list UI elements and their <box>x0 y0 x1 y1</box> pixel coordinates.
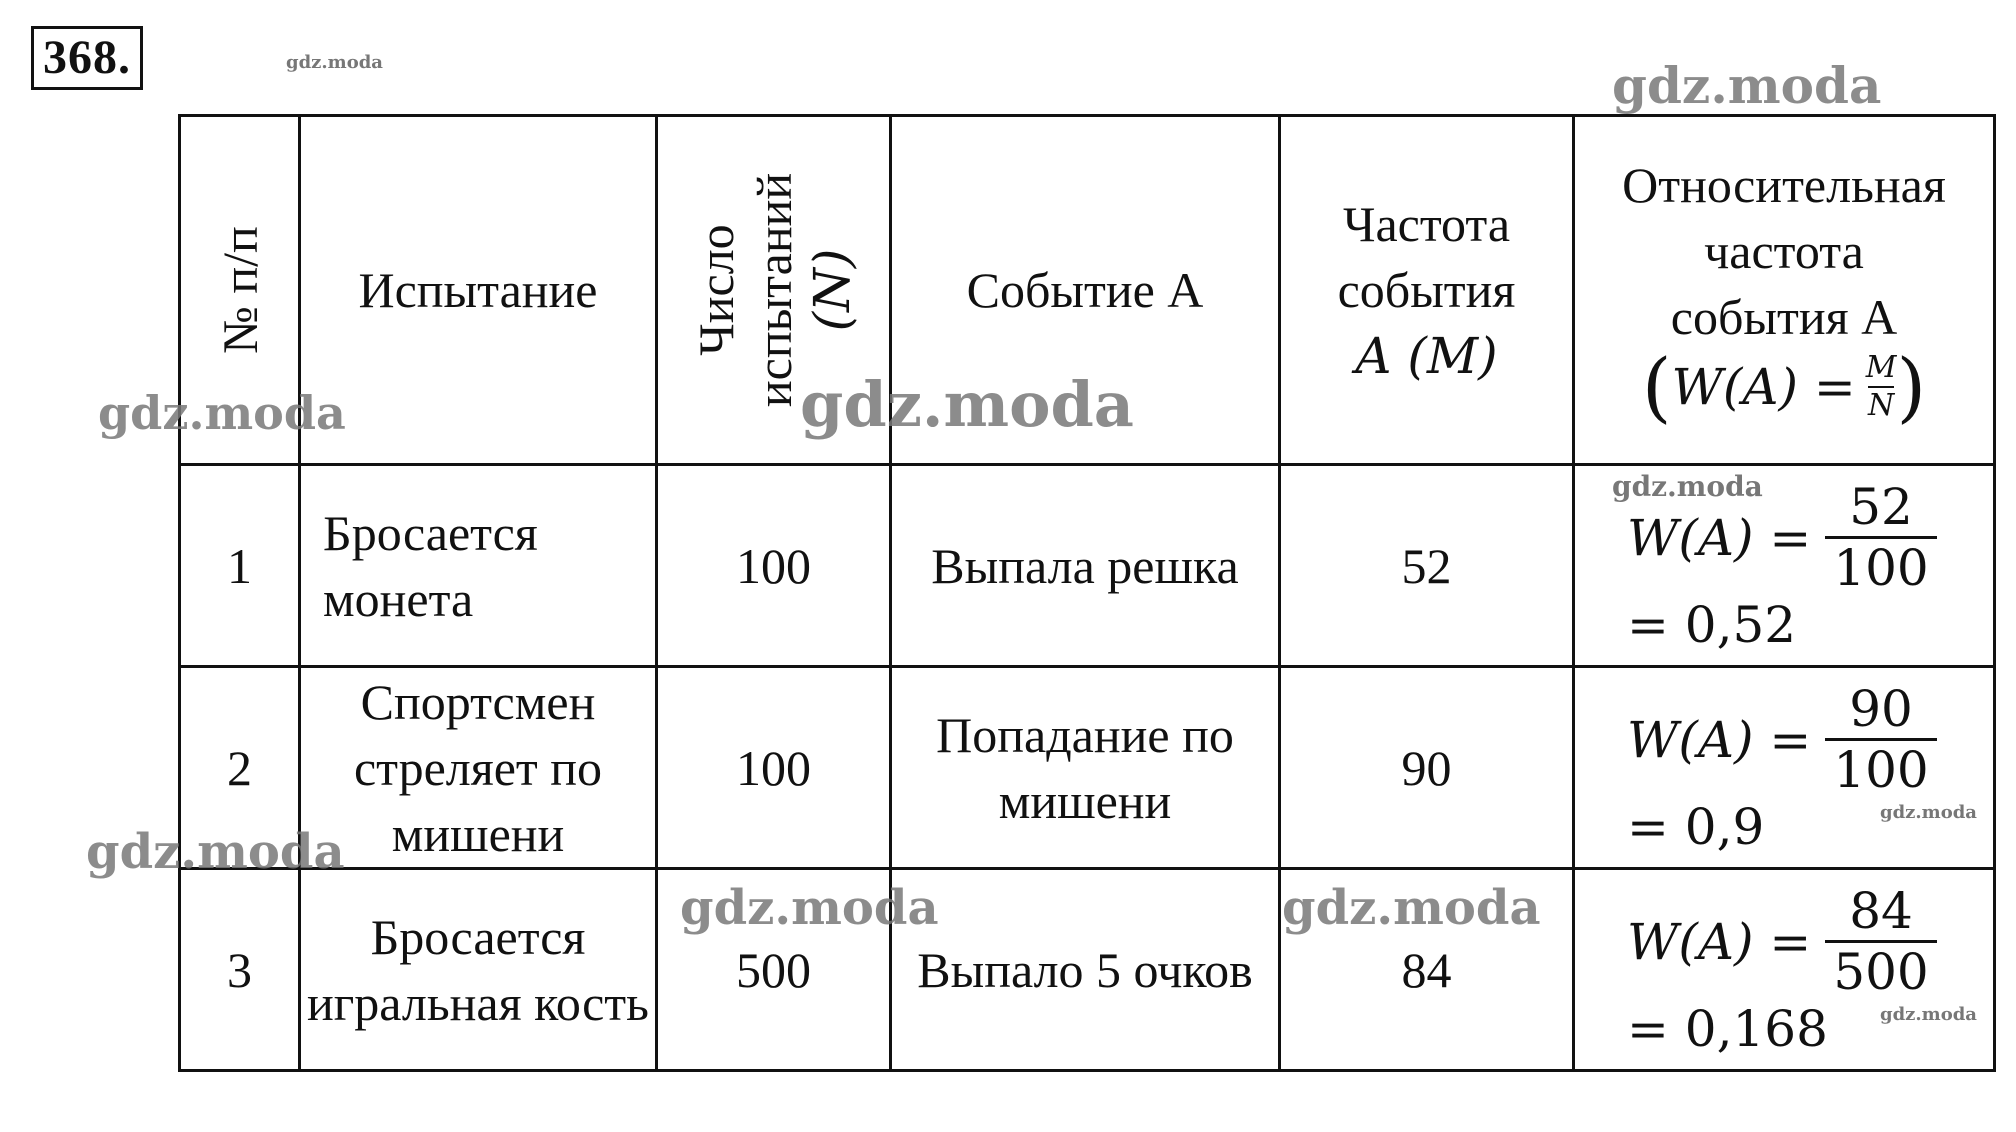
row-trial: Спортсмен стреляет по мишени <box>300 667 657 869</box>
row-frequency: 84 <box>1280 869 1574 1071</box>
table-row <box>180 667 1995 869</box>
watermark: gdz.moda <box>1282 880 1541 936</box>
problem-number: 368. <box>31 26 143 90</box>
row-number: 1 <box>180 465 300 667</box>
header-formula: ( W(A) = $\frac{M}{N}$ ) <box>1641 341 1927 431</box>
header-trial: Испытание <box>300 116 657 465</box>
header-trial-count: Число испытаний (N) <box>657 116 891 465</box>
watermark: gdz.moda <box>86 824 345 880</box>
row-count: 500 <box>657 869 891 1071</box>
watermark: gdz.moda <box>1880 802 1977 823</box>
row-frequency: 90 <box>1280 667 1574 869</box>
row-count: 100 <box>657 667 891 869</box>
header-relative-frequency: Относительная частота события A ( W(A) = $\frac{M}{N}$ ) <box>1574 116 1995 465</box>
row-relative-frequency: W(A) = $\frac{52}{100}$ = 0,52 <box>1574 465 1995 667</box>
header-event: Событие A <box>891 116 1280 465</box>
row-event: Выпала решка <box>891 465 1280 667</box>
watermark: gdz.moda <box>680 880 939 936</box>
watermark: gdz.moda <box>1612 470 1763 503</box>
frequency-table <box>178 114 1996 1072</box>
row-relative-frequency: W(A) = $\frac{84}{500}$ = 0,168 <box>1574 869 1995 1071</box>
row-trial: Бросается монета <box>300 465 657 667</box>
row-frequency: 52 <box>1280 465 1574 667</box>
watermark: gdz.moda <box>286 52 383 73</box>
header-number: № п/п <box>180 116 300 465</box>
row-number: 3 <box>180 869 300 1071</box>
header-event-frequency: Частота события A (M) <box>1280 116 1574 465</box>
row-event: Попадание по мишени <box>891 667 1280 869</box>
watermark: gdz.moda <box>98 386 346 440</box>
row-count: 100 <box>657 465 891 667</box>
row-trial: Бросается игральная кость <box>300 869 657 1071</box>
row-event: Выпало 5 очков <box>891 869 1280 1071</box>
watermark: gdz.moda <box>1612 56 1882 115</box>
table-row <box>180 869 1995 1071</box>
watermark: gdz.moda <box>800 368 1134 441</box>
watermark: gdz.moda <box>1880 1004 1977 1025</box>
row-relative-frequency: W(A) = $\frac{90}{100}$ = 0,9 <box>1574 667 1995 869</box>
row-number: 2 <box>180 667 300 869</box>
